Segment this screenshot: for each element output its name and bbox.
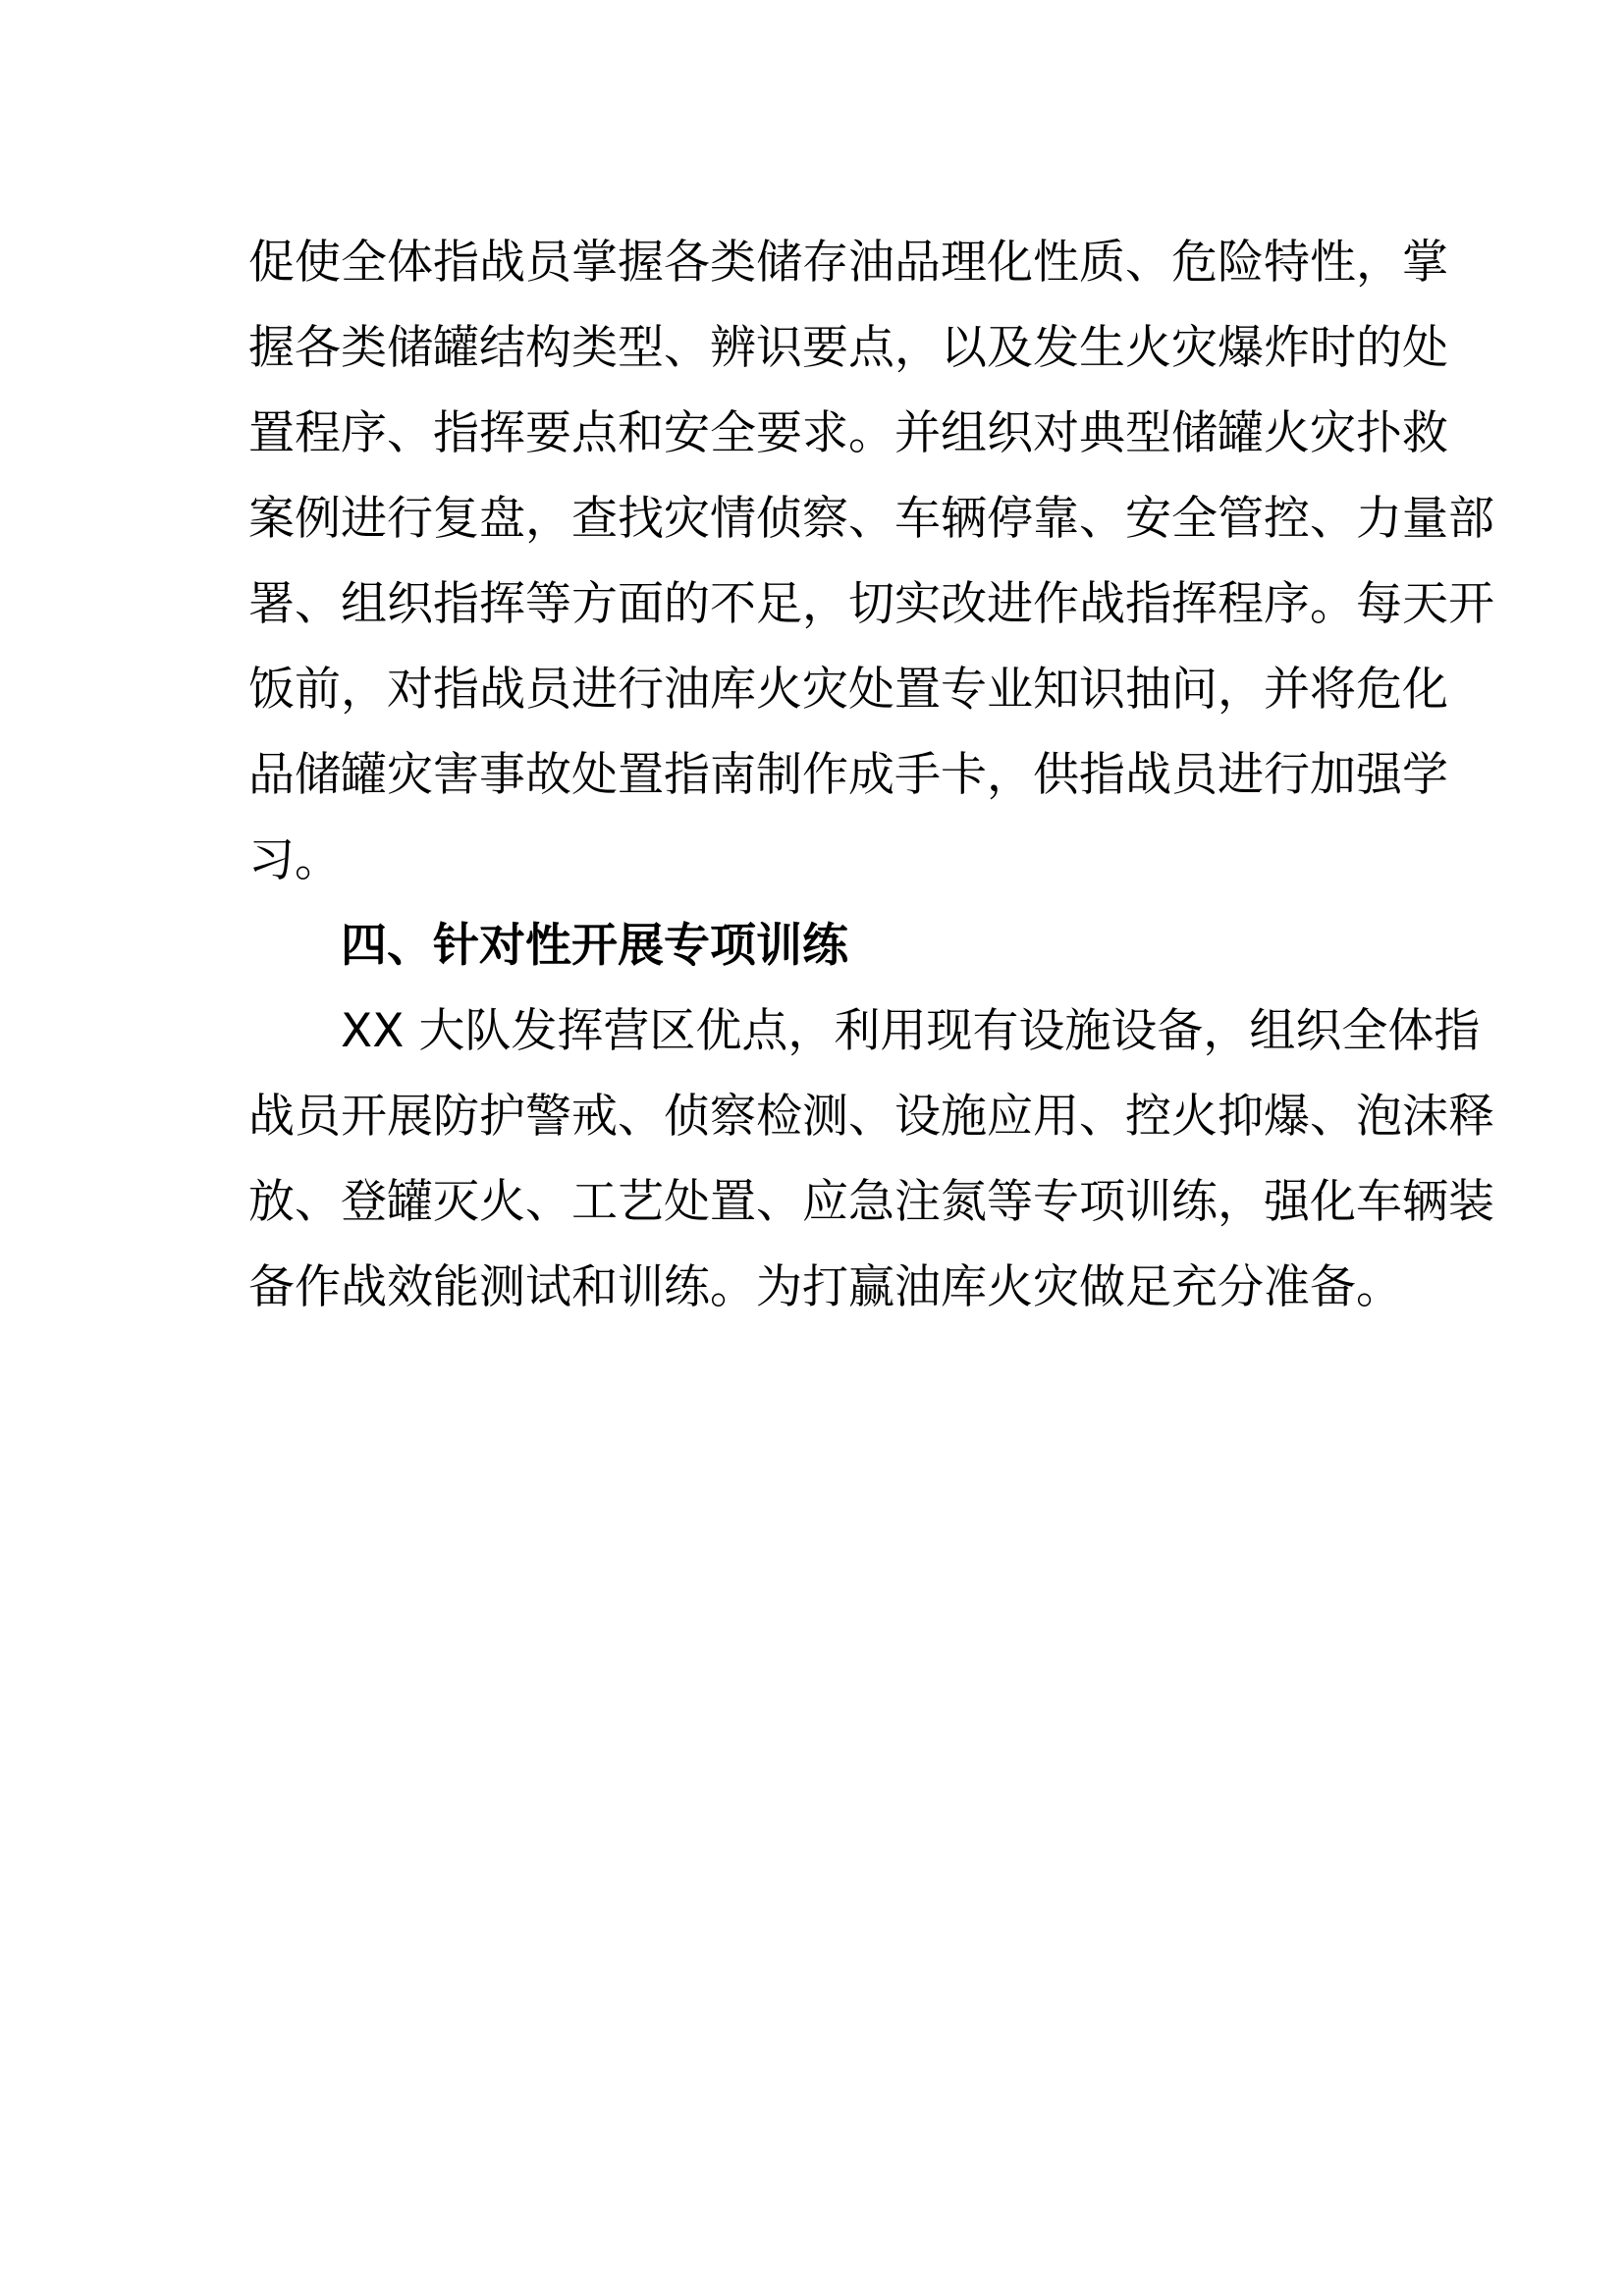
text-line: 战员开展防护警戒、侦察检测、设施应用、控火抑爆、泡沫释 — [248, 1090, 1494, 1144]
text-line: 案例进行复盘，查找灾情侦察、车辆停靠、安全管控、力量部 — [248, 492, 1494, 546]
text-line: 备作战效能测试和训练。为打赢油库火灾做足充分准备。 — [248, 1260, 1402, 1314]
paragraph-special-training — [248, 988, 1494, 1330]
text-line: 置程序、指挥要点和安全要求。并组织对典型储罐火灾扑救 — [248, 406, 1448, 460]
section-heading: 四、针对性开展专项训练 — [341, 919, 848, 973]
text-line: 饭前，对指战员进行油库火灾处置专业知识抽问，并将危化 — [248, 663, 1448, 717]
text-line: 习。 — [248, 833, 341, 887]
document-page — [248, 220, 1494, 1330]
paragraph-knowledge-training — [248, 220, 1494, 903]
text-line: 品储罐灾害事故处置指南制作成手卡，供指战员进行加强学 — [248, 748, 1448, 802]
text-line: XX 大队发挥营区优点，利用现有设施设备，组织全体指 — [341, 1004, 1481, 1058]
text-line: 促使全体指战员掌握各类储存油品理化性质、危险特性，掌 — [248, 236, 1448, 290]
text-line: 握各类储罐结构类型、辨识要点，以及发生火灾爆炸时的处 — [248, 321, 1448, 375]
text-line: 署、组织指挥等方面的不足，切实改进作战指挥程序。每天开 — [248, 577, 1494, 631]
text-line: 放、登罐灭火、工艺处置、应急注氮等专项训练，强化车辆装 — [248, 1175, 1494, 1229]
